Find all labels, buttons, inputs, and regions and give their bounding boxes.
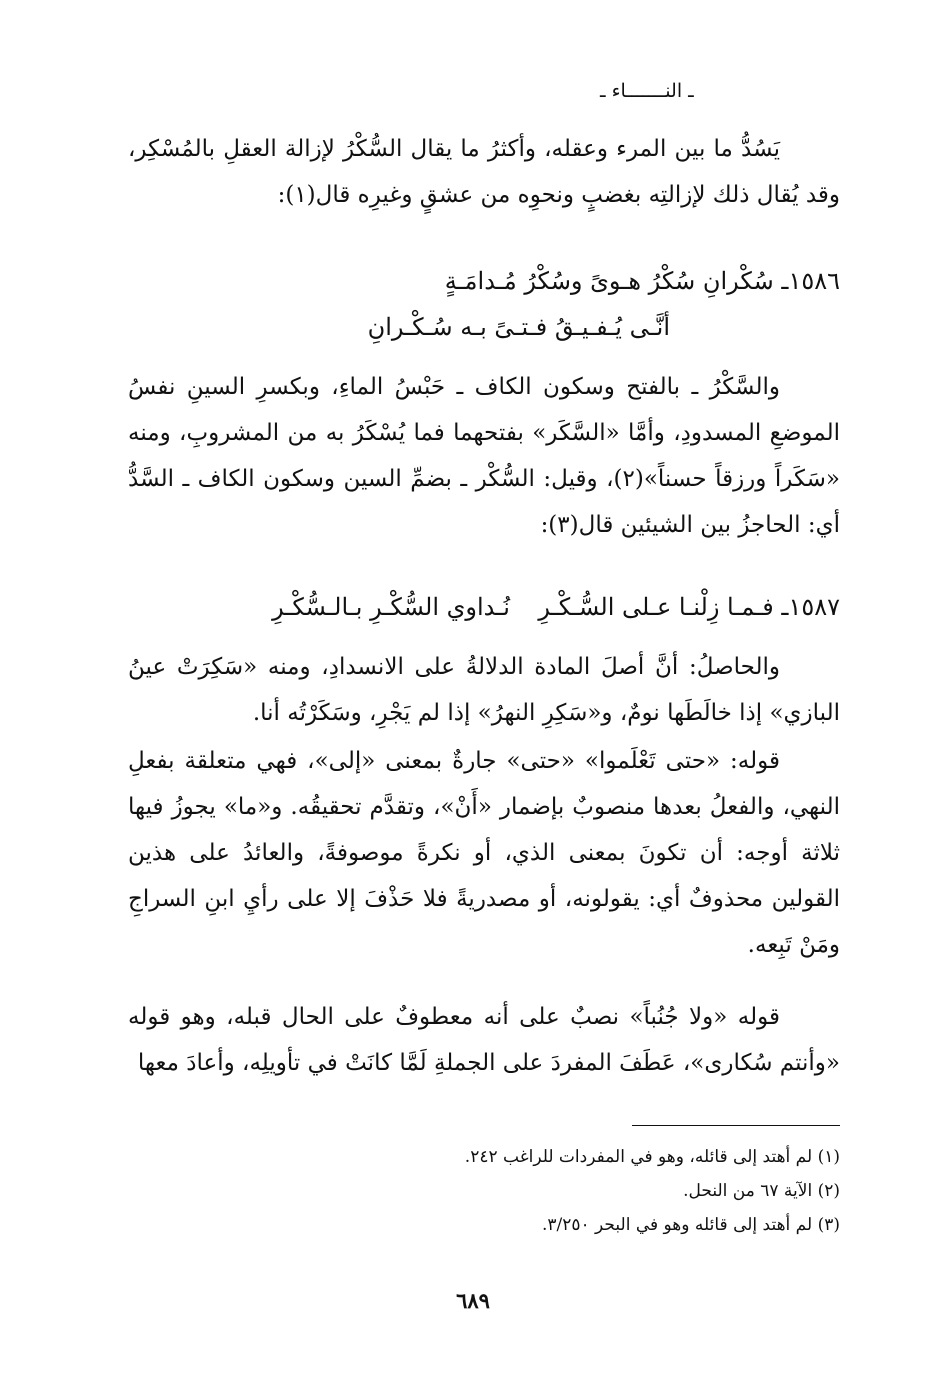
footnote-3: (٣) لم أهتد إلى قائله وهو في البحر ٣/٢٥٠.	[541, 1215, 840, 1235]
verse-1587	[128, 584, 840, 630]
paragraph-1: يَسُدُّ ما بين المرء وعقله، وأكثرُ ما يقال السُّكْرُ لإزالة العقلِ بالمُسْكِر، وقد يُقال ذلك لإزالتِه بغضبٍ ونحوِه من عشقٍ وغيرِه قال(١):	[128, 136, 840, 208]
paragraph-4: قوله: «حتى تَعْلَموا» «حتى» جارةٌ بمعنى «إلى»، فهي متعلقة بفعلِ النهي، والفعلُ بعدها منصوبٌ بإضمار «أَنْ»، وتقدَّم تحقيقُه. و«ما» يجوزُ فيها ثلاثة أوجه: أن تكونَ بمعنى الذي، أو نكرةً موصوفةً، والعائدُ على هذين القولين محذوفٌ أي: يقولونه، أو مصدريةً فلا حَذْفَ إلا على رأيِ ابنِ السراجِ ومَنْ تَبِعه.	[128, 748, 840, 958]
paragraph-3: والحاصلُ: أنَّ أصلَ المادة الدلالةُ على الانسدادِ، ومنه «سَكِرَتْ عينُ البازي» إذا خالَطَها نومٌ، و«سَكِرِ النهرُ» إذا لم يَجْرِ، وسَكَرْتُه أنا.	[128, 654, 840, 726]
footnote-separator	[632, 1125, 840, 1126]
page-number: ٦٨٩	[456, 1288, 490, 1313]
verse-1587-hemistich-1: ١٥٨٧ـ فـمـا زِلْنـا عـلى السُّـكْـرِ	[538, 593, 840, 621]
paragraph-2: والسَّكْرُ ـ بالفتح وسكون الكاف ـ حَبْسُ الماءِ، وبكسرِ السينِ نفسُ الموضعِ المسدودِ، وأمَّا «السَّكَر» بفتحهما فما يُسْكَرُ به من المشروبِ، ومنه «سَكَراً ورزقاً حسناً»(٢)، وقيل: السُّكْر ـ بضمِّ السين وسكون الكاف ـ السَّدُّ أي: الحاجزُ بين الشيئين قال(٣):	[128, 374, 840, 538]
verse-1587-hemistich-2: نُـداوي السُّكْـرِ بـالـسُّكْـرِ	[272, 593, 510, 621]
running-header: ـ النـــــــاء ـ	[600, 80, 694, 102]
footnote-2: (٢) الآية ٦٧ من النحل.	[683, 1181, 840, 1201]
verse-1586-line-1: ١٥٨٦ـ سُكْرانِ سُكْرُ هـوىً وسُكْرُ مُـدامَـةٍ	[444, 267, 840, 295]
paragraph-5: قوله «ولا جُنُباً» نصبٌ على أنه معطوفٌ على الحال قبله، وهو قوله «وأنتم سُكارى»، عَطَفَ المفردَ على الجملةِ لَمَّا كانَتْ في تأويلِه، وأعادَ معها	[128, 1004, 840, 1076]
verse-1586-line-2: أنَّـى يُـفـيـقُ فـتـىً بـه سُـكْـرانِ	[367, 313, 670, 341]
footnotes	[300, 1140, 840, 1242]
footnote-1: (١) لم أهتد إلى قائله، وهو في المفردات للراغب ٢٤٢.	[464, 1147, 840, 1167]
